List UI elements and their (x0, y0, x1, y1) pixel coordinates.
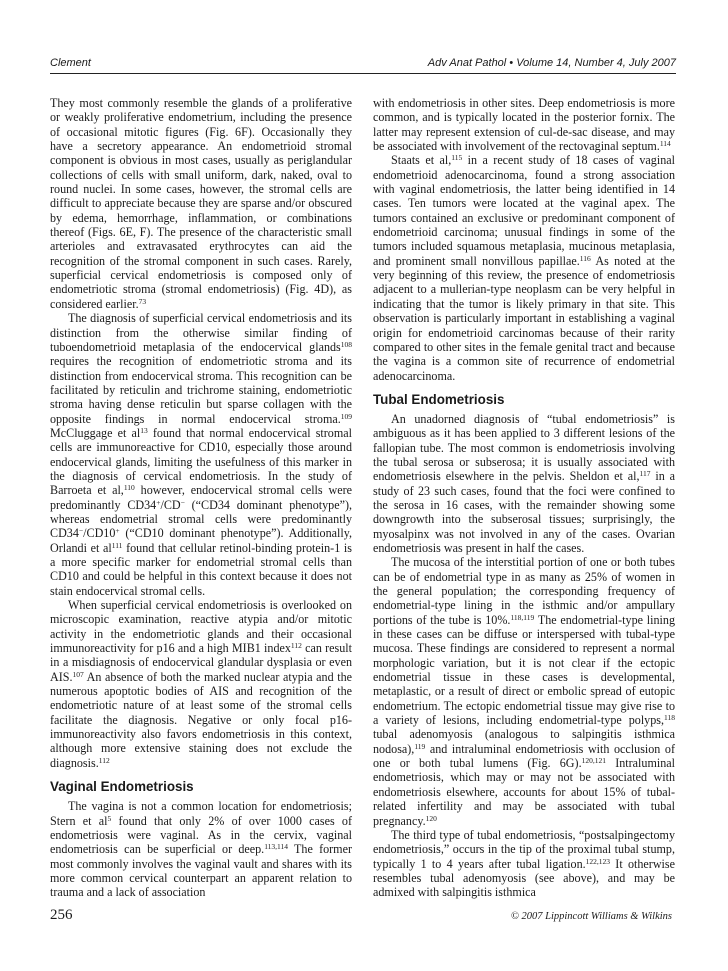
citation-superscript: 117 (639, 469, 651, 479)
citation-superscript: − (78, 526, 84, 536)
paragraph: with endometriosis in other sites. Deep endometriosis is more common, and is typically located in the posterior fornix. The latter may represent extension of cul-de-sac disease, and may be associated with involvement of the rectovaginal septum.$^{114}$ (373, 96, 675, 154)
citation-superscript: 111 (111, 540, 123, 550)
paragraph: An unadorned diagnosis of “tubal endometriosis” is ambiguous as it has been applied to 3 different lesions of the fallopian tube. The most common is endometriosis involving the tubal serosa or subserosa; it is usually associated with endometriosis elsewhere in the pelvis. Sheldon et al,$^{117}$ in a study of 23 such cases, found that the foci were confined to the serosa in 16 cases, with the remainder showing some downgrowth into the subserosal tissues; surprisingly, the myosalpinx was not involved in any of the cases. Ovarian endometriosis was present in half the cases. (373, 411, 675, 555)
citation-superscript: 108 (340, 339, 352, 349)
citation-superscript: + (156, 497, 161, 507)
paragraph: The vagina is not a common location for endometriosis; Stern et $al^5$ found that only 2% of over 1000 cases of endometriosis were vaginal. As in the cervix, vaginal endometriosis can be superficial or deep.$^{113,114}$ The former most commonly involves the vaginal vault and shares with its more common cervical counterpart an apparent relation to trauma and a lack of association (50, 799, 353, 900)
paragraph: The third type of tubal endometriosis, “postsalpingectomy endometriosis,” occurs in the tip of the proximal tubal stump, typically 1 to 4 years after tubal ligation.$^{122,123}$ It otherwise resembles tubal adenomyosis (see above), and may be admixed with salpingitis isthmica (373, 827, 675, 900)
paragraph: When superficial cervical endometriosis is overlooked on microscopic examination, reactive atypia and/or mitotic activity in the endometriotic glands and their occasional immunoreactivity for p16 and a high MIB1 index$^{112}$ can result in a misdiagnosis of endocervical glandular dysplasia or even AIS.$^{107}$ An absence of both the marked nuclear atypia and the numerous apoptotic bodies of AIS and recognition of the endometriotic nature of at least some of the stromal cells facilitate the diagnosis. Negative or only focal p16-immunoreactivity also favors endometriosis in this context, although more extensive staining does not exclude the diagnosis.$^{112}$ (50, 598, 352, 770)
left-column (50, 96, 352, 900)
section-heading-tubal: Tubal Endometriosis (373, 391, 505, 407)
citation-superscript: 113,114 (264, 842, 289, 852)
header-rule (50, 73, 676, 74)
paragraph: Staats et al,$^{115}$ in a recent study of 18 cases of vaginal endometrioid adenocarcinoma, found a strong association with vaginal endometriosis, the latter being identified in 14 cases. Ten tumors were located at the vaginal apex. The tumors contained an exclusive or predominant component of endometrioid carcinoma; unusual findings in some of the tumors included squamous metaplasia, mucinous metaplasia, and prominent small nonvillous papillae.$^{116}$ As noted at the very beginning of this review, the presence of endometriosis adjacent to a mullerian-type neoplasm can be very helpful in indicating that the tumor is likely primary in that site. This observation is particularly important in establishing a vaginal origin for endometrioid carcinomas because of their rarity compared to other sites in the female genital tract and because the vagina is a common site of recurrence of endometrial adenocarcinoma. (373, 153, 675, 383)
running-header-author: Clement (50, 57, 91, 69)
citation-superscript: 5 (107, 813, 112, 823)
citation-superscript: 119 (414, 741, 426, 751)
citation-superscript: 110 (123, 483, 135, 493)
citation-superscript: 120 (425, 813, 437, 823)
citation-superscript: 114 (659, 138, 671, 148)
citation-superscript: 120,121 (581, 756, 606, 765)
citation-superscript: 112 (98, 755, 110, 765)
citation-superscript: 112 (290, 640, 302, 650)
section-heading-vaginal: Vaginal Endometriosis (50, 779, 194, 795)
paragraph: The mucosa of the interstitial portion of one or both tubes can be of endometrial type in as many as 25% of women in the general population; the corresponding frequency of endometrial-type lining in the isthmic and/or ampullary portions of the tube is 10%.$^{118,119}$ The endometrial-type lining in these cases can be diffuse or interspersed with tubal-type mucosa. These findings are considered to represent a normal morphologic variation, but it is not clear if the ectopic endometrial tissue in these cases is developmental, metaplastic, or a result of direct or embolic spread of eutopic endometrium. The ectopic endometrial tissue may give rise to a variety of lesions, including endometrial-type polyps,$^{118}$ tubal adenomyosis (analogous to salpingitis isthmica nodosa),$^{119}$ and intraluminal endometriosis with occlusion of one or both tubal lumens (Fig. 6G).$^{120,121}$ Intraluminal endometriosis, which may or may not be associated with endometriosis elsewhere, accounts for about 15% of tubal-related infertility and may be associated with tubal pregnancy.$^{120}$ (373, 555, 675, 828)
citation-superscript: − (180, 497, 185, 507)
citation-superscript: 115 (451, 153, 463, 163)
citation-superscript: 118 (664, 712, 675, 722)
citation-superscript: 118,119 (510, 612, 535, 622)
citation-superscript: 116 (579, 253, 591, 263)
citation-superscript: 122,123 (585, 856, 611, 866)
paragraph: They most commonly resemble the glands of a proliferative or weakly proliferative endometrium, including the presence of occasional mitotic figures (Fig. 6F). Occasionally they have a secretory appearance. An endometrioid stromal component is obvious in most cases, usually as periglandular collections of cells with small uniform, dark, naked, oval to round nuclei. In some cases, however, the stromal cells are difficult to appreciate because they are sparse and/or obscured by edema, hemorrhage, inflammation, or combinations thereof (Figs. 6E, F). The presence of the characteristic small arterioles and extravasated erythrocytes can aid the recognition of the stromal component in such cases. Rarely, superficial cervical endometriosis is composed only of endometriotic stroma (stromal endometriosis) (Fig. 4D), as considered earlier.$^{73}$ (50, 96, 352, 311)
citation-superscript: + (115, 526, 120, 536)
right-column (373, 96, 675, 900)
citation-superscript: 107 (72, 669, 84, 679)
copyright-notice: © 2007 Lippincott Williams & Wilkins (510, 911, 672, 922)
paragraph: The diagnosis of superficial cervical endometriosis and its distinction from the otherwise similar finding of tuboendometrioid metaplasia of the endocervical glands$^{108}$ requires the recognition of endometriotic stroma and its distinction from endocervical stroma. This recognition can be facilitated by reticulin and trichrome staining, endometriotic stroma having dense reticulin but sparse collagen with the opposite findings in normal endocervical stroma.$^{109}$ McCluggage et $al^{13}$ found that normal endocervical stromal cells are immunoreactive for CD10, especially those around endocervical glands, limiting the usefulness of this marker in the diagnosis of cervical endometriosis. In the study of Barroeta et al,$^{110}$ however, endocervical stromal cells were predominantly CD34+/CD− (“CD34 dominant phenotype”), whereas endometrial stromal cells were predominantly CD34−/CD10+ (“CD10 dominant phenotype”). Additionally, Orlandi et $al^{111}$ found that cellular retinol-binding protein-1 is a more specific marker for endometrial stromal cells than CD10 and could be helpful in this context because it does not stain endocervical stromal cells. (50, 311, 352, 598)
citation-superscript: 13 (140, 425, 148, 435)
citation-superscript: 109 (340, 411, 352, 421)
page-number: 256 (50, 907, 73, 923)
citation-superscript: 73 (138, 296, 147, 306)
running-header-journal: Adv Anat Pathol • Volume 14, Number 4, July 2007 (427, 57, 676, 69)
